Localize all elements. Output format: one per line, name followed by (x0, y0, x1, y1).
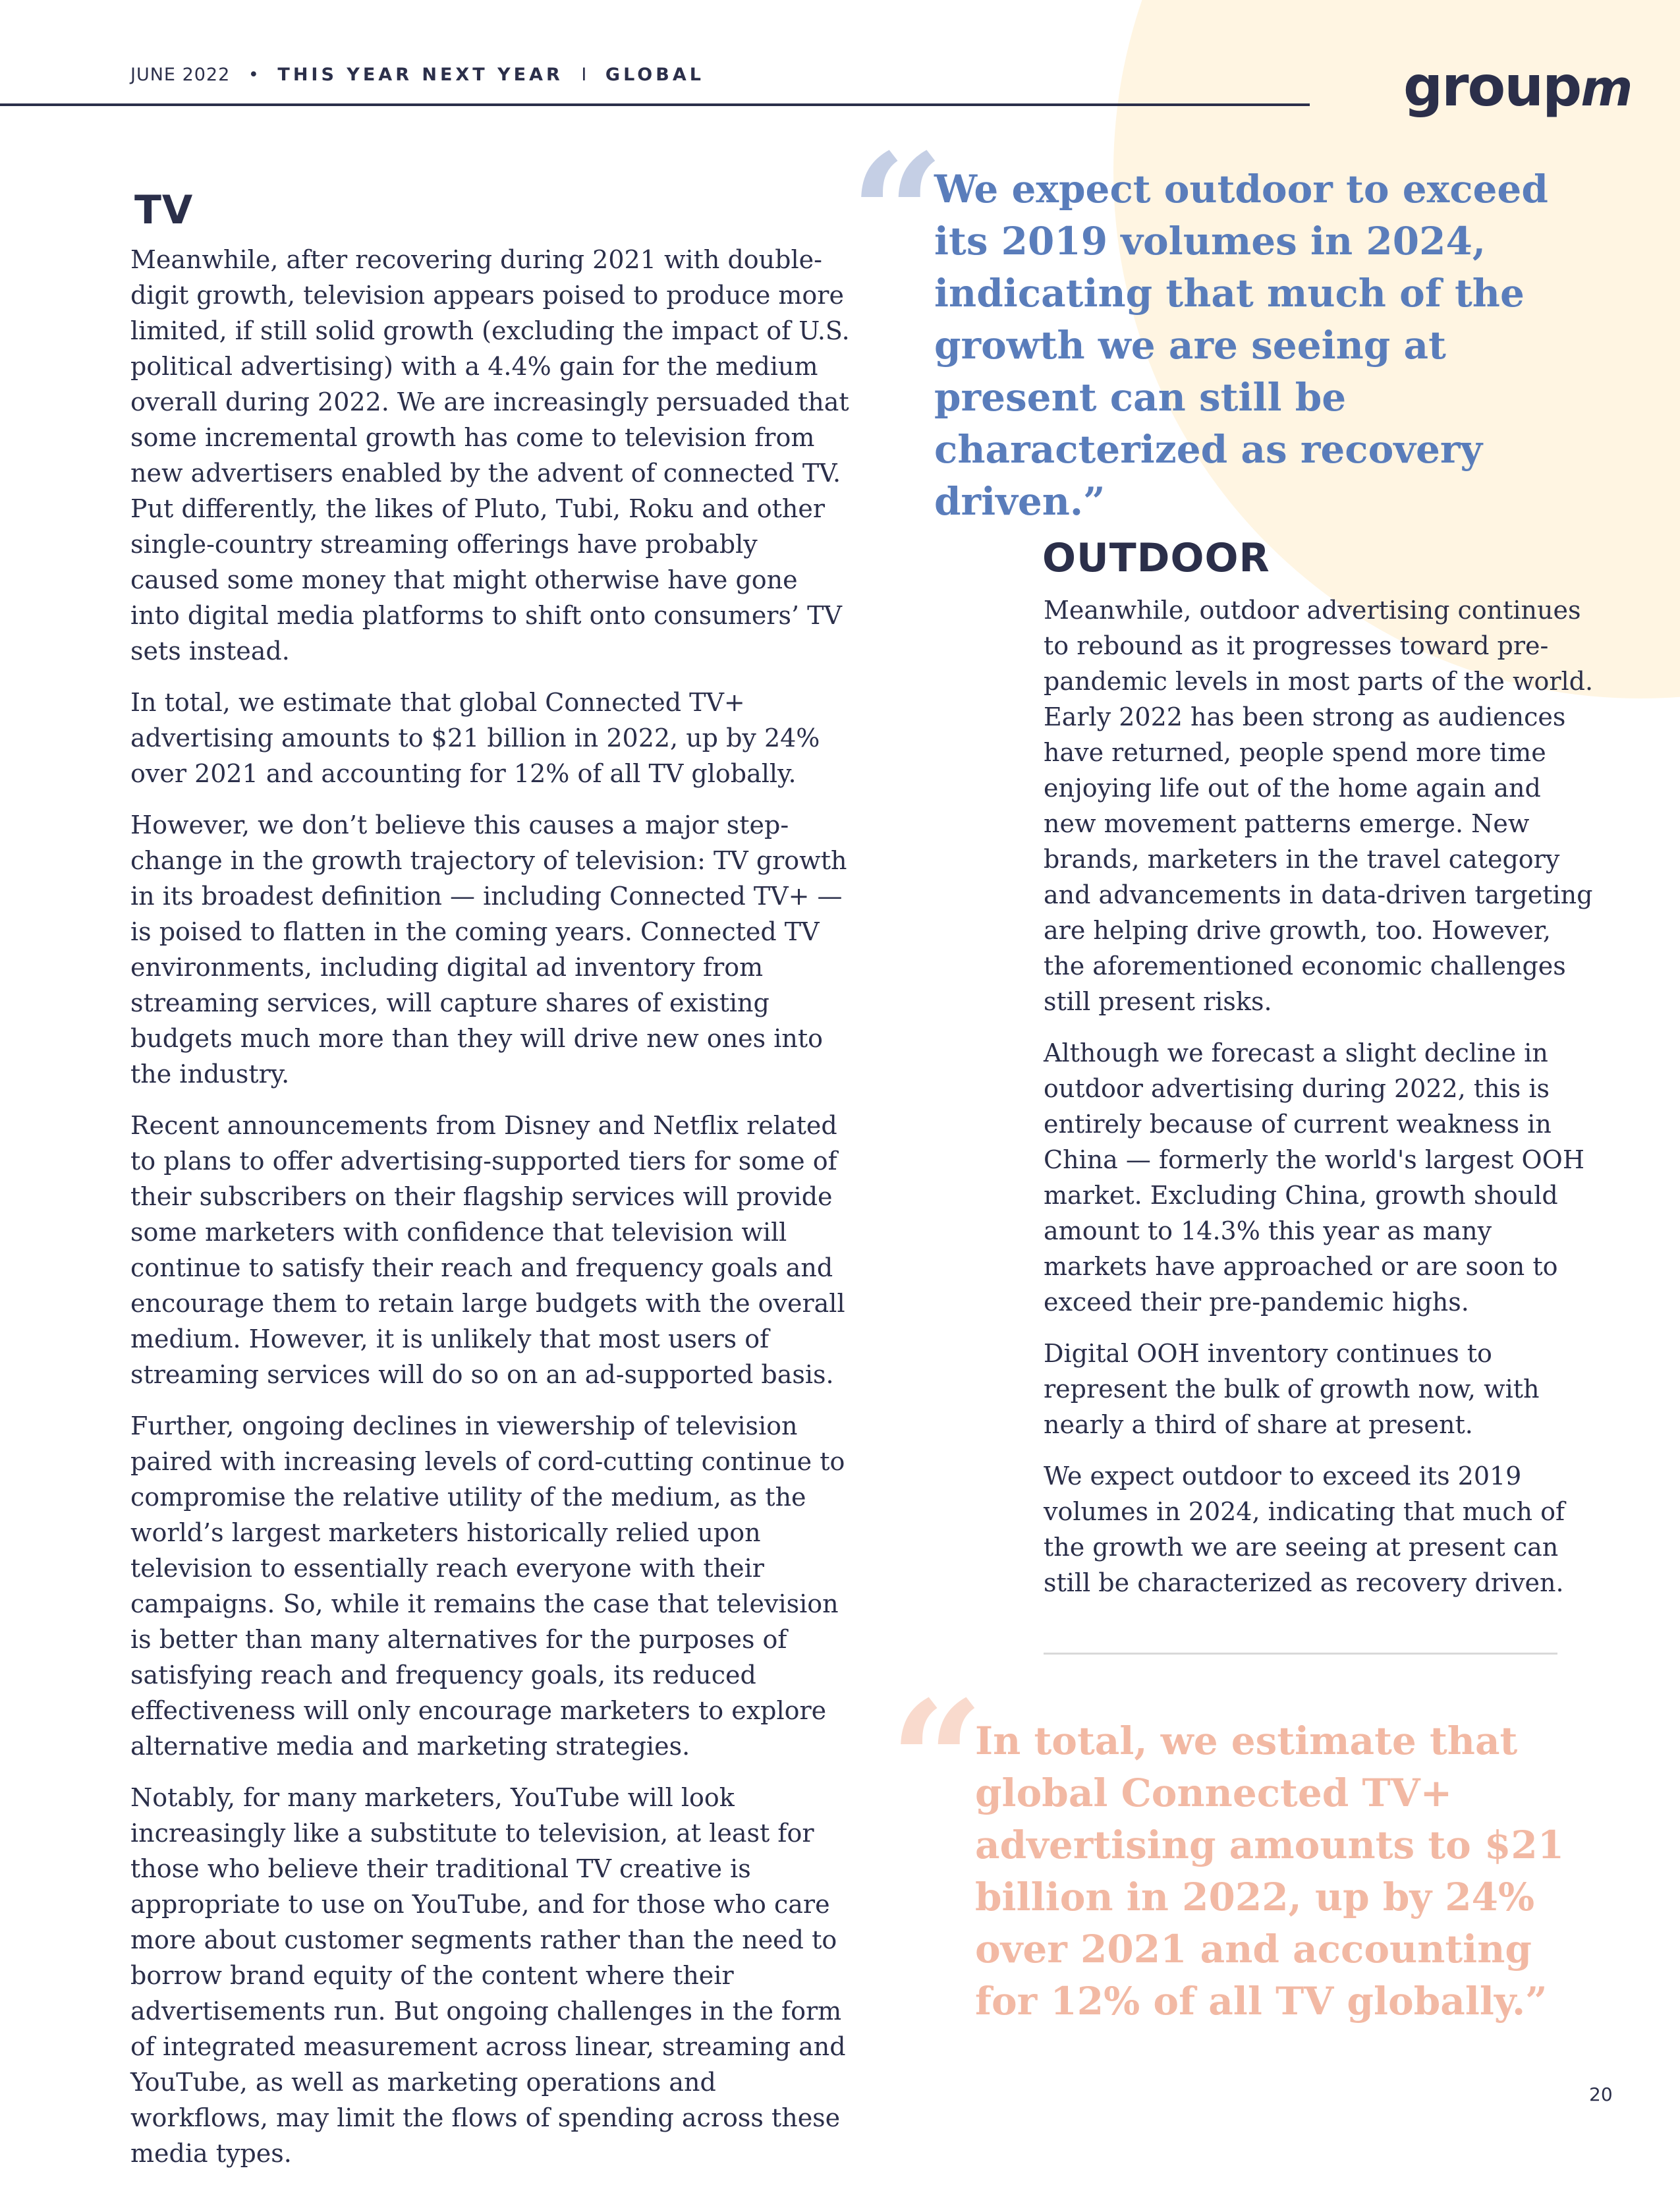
outdoor-heading: OUTDOOR (1042, 535, 1270, 581)
header-date: JUNE 2022 (130, 65, 231, 85)
groupm-logo (1403, 54, 1631, 119)
tv-body (130, 242, 854, 2187)
outdoor-paragraph: Although we forecast a slight decline in outdoor advertising during 2022, this is entirely because of current weakness in China — formerly the world's largest OOH market. Excluding China, growth should amount to 14.3% this year as many markets have approached or are soon to exceed their pre-pandemic highs. (1044, 1038, 1584, 1317)
header-region: GLOBAL (605, 65, 704, 85)
outdoor-paragraph: Digital OOH inventory continues to represent the bulk of growth now, with nearly a third of share at present. (1044, 1339, 1540, 1439)
header-divider: I (581, 65, 588, 85)
outdoor-paragraph: Meanwhile, outdoor advertising continues to rebound as it progresses toward pre-pandemic levels in most parts of the world. Early 2022 has been strong as audiences have returned, people spend more time enjoying life out of the home again and new movement patterns emerge. New brands, marketers in the travel category and advancements in data-driven targeting are helping drive growth, too. However, the aforementioned economic challenges still present risks. (1044, 596, 1594, 1016)
page-number: 20 (1589, 2084, 1613, 2105)
logo-m: m (1581, 59, 1632, 117)
outdoor-paragraph: We expect outdoor to exceed its 2019 volumes in 2024, indicating that much of the growth we are seeing at present can still be characterized as recovery driven. (1044, 1462, 1565, 1597)
pull-quote-ctv: In total, we estimate that global Connected TV+ advertising amounts to $21 billion in 2022, up by 24% over 2021 and accounting for 12% of all TV globally.” (975, 1718, 1565, 2024)
tv-paragraph: However, we don’t believe this causes a major step-change in the growth trajectory of television: TV growth in its broadest definition — including Connected TV+ — is poised to flatten in the coming years. Connected TV environments, including digital ad inventory from streaming services, will capture shares of existing budgets much more than they will drive new ones into the industry. (130, 810, 847, 1089)
quote-open-mark: “ (850, 117, 945, 311)
running-header (130, 65, 704, 85)
header-publication: THIS YEAR NEXT YEAR (277, 65, 563, 85)
outdoor-body (1044, 592, 1597, 1616)
tv-paragraph: In total, we estimate that global Connected TV+ advertising amounts to $21 billion in 2022, up by 24% over 2021 and accounting for 12% of all TV globally. (130, 688, 820, 788)
pull-quote-outdoor: We expect outdoor to exceed its 2019 volumes in 2024, indicating that much of the growth we are seeing at present can still be characterized as recovery driven.” (934, 167, 1548, 524)
section-divider (1044, 1653, 1557, 1655)
tv-paragraph: Meanwhile, after recovering during 2021 with double-digit growth, television appears poised to produce more limited, if still solid growth (excluding the impact of U.S. political advertising) with a 4.4% gain for the medium overall during 2022. We are increasingly persuaded that some incremental growth has come to television from new advertisers enabled by the advent of connected TV. Put differently, the likes of Pluto, Tubi, Roku and other single-country streaming offerings have probably caused some money that might otherwise have gone into digital media platforms to shift onto consumers’ TV sets instead. (130, 245, 850, 666)
tv-paragraph: Recent announcements from Disney and Netflix related to plans to offer advertising-supported tiers for some of their subscribers on their flagship services will provide some marketers with confidence that television will continue to satisfy their reach and frequency goals and encourage them to retain large budgets with the overall medium. However, it is unlikely that most users of streaming services will do so on an ad-supported basis. (130, 1111, 845, 1389)
tv-heading: TV (134, 187, 194, 233)
header-bullet: • (248, 65, 260, 85)
header-rule (0, 103, 1310, 106)
quote-open-mark: “ (889, 1664, 984, 1858)
tv-paragraph: Further, ongoing declines in viewership of television paired with increasing levels of cord-cutting continue to compromise the relative utility of the medium, as the world’s largest marketers historically relied upon television to essentially reach everyone with their campaigns. So, while it remains the case that television is better than many alternatives for the purposes of satisfying reach and frequency goals, its reduced effectiveness will only encourage marketers to explore alternative media and marketing strategies. (130, 1411, 845, 1761)
logo-text: group (1403, 54, 1581, 119)
tv-paragraph: Notably, for many marketers, YouTube will look increasingly like a substitute to television, at least for those who believe their traditional TV creative is appropriate to use on YouTube, and for those who care more about customer segments rather than the need to borrow brand equity of the content where their advertisements run. But ongoing challenges in the form of integrated measurement across linear, streaming and YouTube, as well as marketing operations and workflows, may limit the flows of spending across these media types. (130, 1783, 846, 2168)
